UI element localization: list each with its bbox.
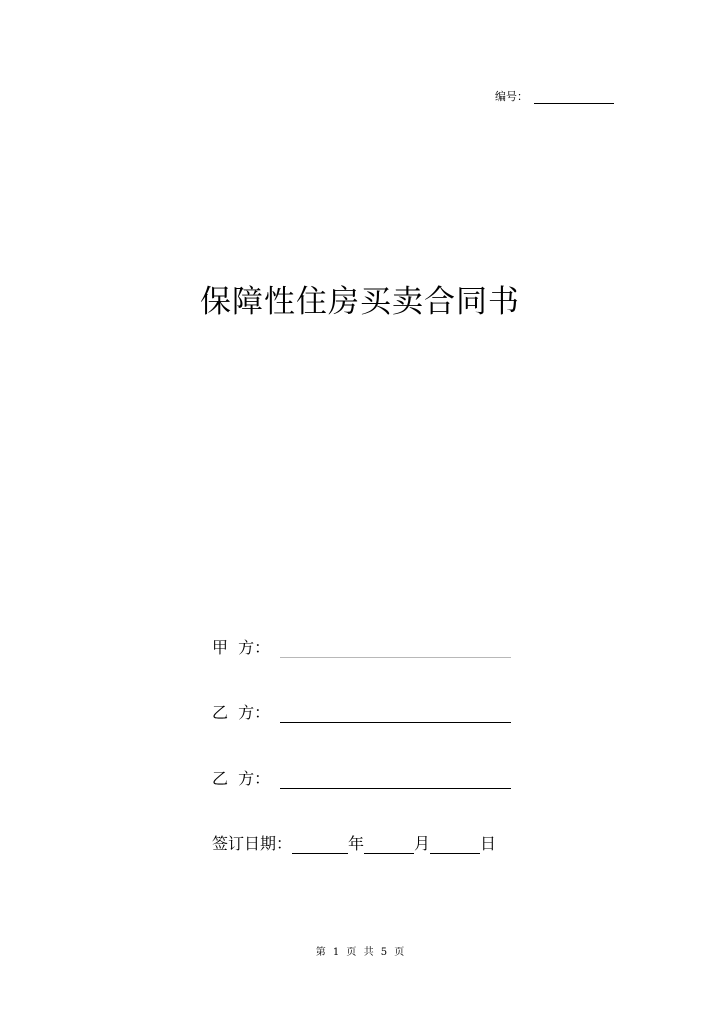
- signing-month-blank: [364, 837, 414, 854]
- signing-date-row: [212, 830, 496, 854]
- signing-date-label: 签订日期：: [212, 834, 293, 853]
- signing-year-blank: [292, 837, 348, 854]
- document-number-label: 编号：: [495, 90, 528, 103]
- party-b-row: [212, 699, 511, 723]
- document-number-blank: [534, 91, 614, 104]
- party-a-blank: [280, 641, 511, 658]
- party-b-label: 乙 方：: [212, 703, 271, 722]
- signing-day-blank: [430, 837, 480, 854]
- party-a-label: 甲 方：: [212, 638, 271, 657]
- page-indicator: 第 1 页 共 5 页: [315, 947, 405, 958]
- signing-month-label: 月: [414, 834, 431, 853]
- document-title: 保障性住房买卖合同书: [200, 284, 520, 320]
- party-a-row: [212, 634, 511, 658]
- party-b2-blank: [280, 772, 511, 789]
- signing-year-label: 年: [348, 834, 365, 853]
- party-b2-label: 乙 方：: [212, 769, 271, 788]
- party-b-blank: [280, 706, 511, 723]
- party-b2-row: [212, 765, 511, 789]
- document-number: [495, 88, 614, 104]
- signing-day-label: 日: [480, 834, 497, 853]
